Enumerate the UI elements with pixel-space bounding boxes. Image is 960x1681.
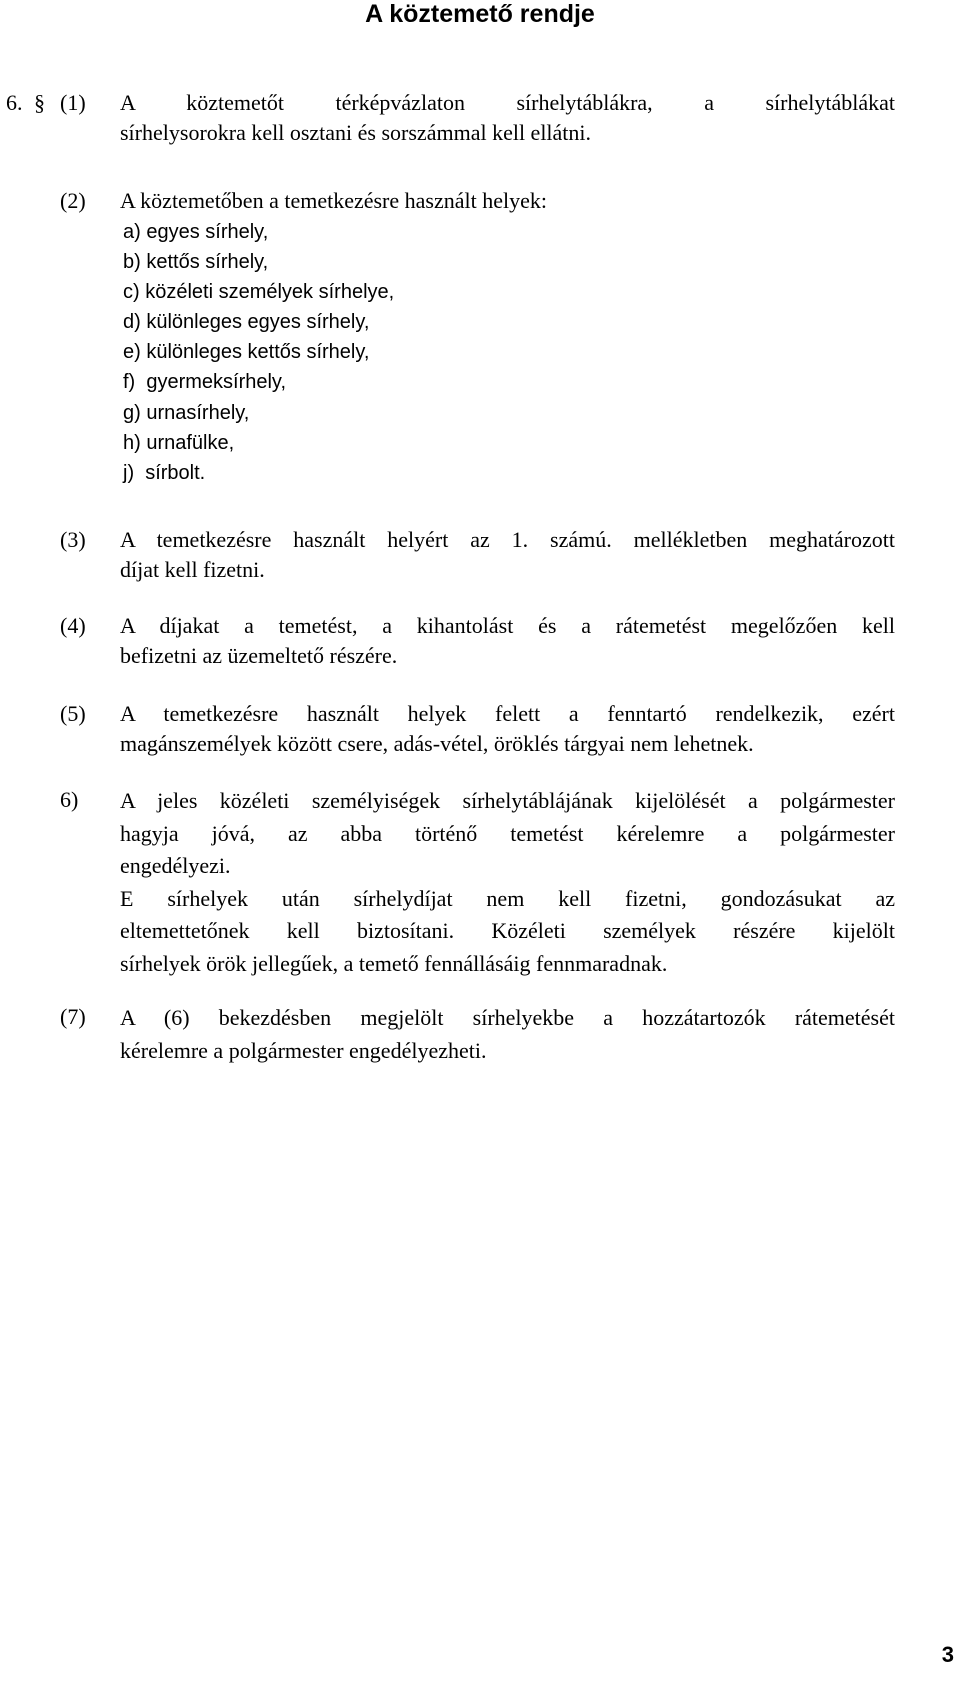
paragraph-4-line: befizetni az üzemeltető részére. <box>120 643 398 668</box>
paragraph-6-line: engedélyezi. <box>120 853 231 878</box>
list-item: d) különleges egyes sírhely, <box>123 311 370 334</box>
paragraph-6-line: eltemettetőnek kell biztosítani. Közéleti személyek részére kijelölt <box>120 918 895 943</box>
burial-place-list <box>123 217 394 488</box>
paragraph-1 <box>120 88 895 148</box>
paragraph-number-2: (2) <box>60 188 86 213</box>
list-item: a) egyes sírhely, <box>123 221 269 243</box>
paragraph-5-line: magánszemélyek között csere, adás-vétel, öröklés tárgyai nem lehetnek. <box>120 731 754 756</box>
paragraph-6-line: E sírhelyek után sírhelydíjat nem kell fizetni, gondozásukat az <box>120 885 895 911</box>
paragraph-number-7: (7) <box>60 1004 86 1029</box>
paragraph-3-line: díjat kell fizetni. <box>120 557 265 582</box>
page-title: A köztemető rendje <box>365 0 595 28</box>
list-item: e) különleges kettős sírhely, <box>123 341 370 364</box>
paragraph-7 <box>120 1002 895 1067</box>
list-item: g) urnasírhely, <box>123 401 250 424</box>
page-number: 3 <box>941 1642 954 1667</box>
paragraph-2-intro: A köztemetőben a temetkezésre használt helyek: <box>120 188 547 213</box>
paragraph-1-line: A köztemetőt térképvázlaton sírhelytáblákra, a sírhelytáblákat <box>120 90 895 115</box>
section-symbol: § <box>34 90 45 115</box>
list-item: h) urnafülke, <box>123 431 235 454</box>
paragraph-4 <box>120 611 895 671</box>
paragraph-6-line: sírhelyek örök jellegűek, a temető fennállásáig fennmaradnak. <box>120 950 668 976</box>
paragraph-5-line: A temetkezésre használt helyek felett a fenntartó rendelkezik, ezért <box>120 701 895 726</box>
paragraph-3 <box>120 525 895 585</box>
section-number: 6. <box>6 90 23 115</box>
paragraph-6-line: hagyja jóvá, az abba történő temetést kérelemre a polgármester <box>120 820 895 846</box>
paragraph-6 <box>120 785 895 980</box>
paragraph-6-line: A jeles közéleti személyiségek sírhelytáblájának kijelölését a polgármester <box>120 788 895 813</box>
paragraph-number-6: 6) <box>60 787 79 812</box>
list-item: c) közéleti személyek sírhelye, <box>123 281 395 304</box>
paragraph-4-line: A díjakat a temetést, a kihantolást és a rátemetést megelőzően kell <box>120 613 895 638</box>
paragraph-number-3: (3) <box>60 527 86 552</box>
paragraph-7-line: kérelemre a polgármester engedélyezheti. <box>120 1037 487 1063</box>
paragraph-3-line: A temetkezésre használt helyért az 1. számú. mellékletben meghatározott <box>120 527 895 552</box>
list-item: f) gyermeksírhely, <box>123 371 286 394</box>
paragraph-number-5: (5) <box>60 701 86 726</box>
paragraph-number-1: (1) <box>60 90 86 115</box>
list-item: b) kettős sírhely, <box>123 251 269 274</box>
paragraph-7-line: A (6) bekezdésben megjelölt sírhelyekbe a hozzátartozók rátemetését <box>120 1005 895 1030</box>
paragraph-number-4: (4) <box>60 613 86 638</box>
paragraph-5 <box>120 699 895 759</box>
paragraph-1-line: sírhelysorokra kell osztani és sorszámmal kell ellátni. <box>120 120 592 145</box>
list-item: j) sírbolt. <box>123 461 206 484</box>
